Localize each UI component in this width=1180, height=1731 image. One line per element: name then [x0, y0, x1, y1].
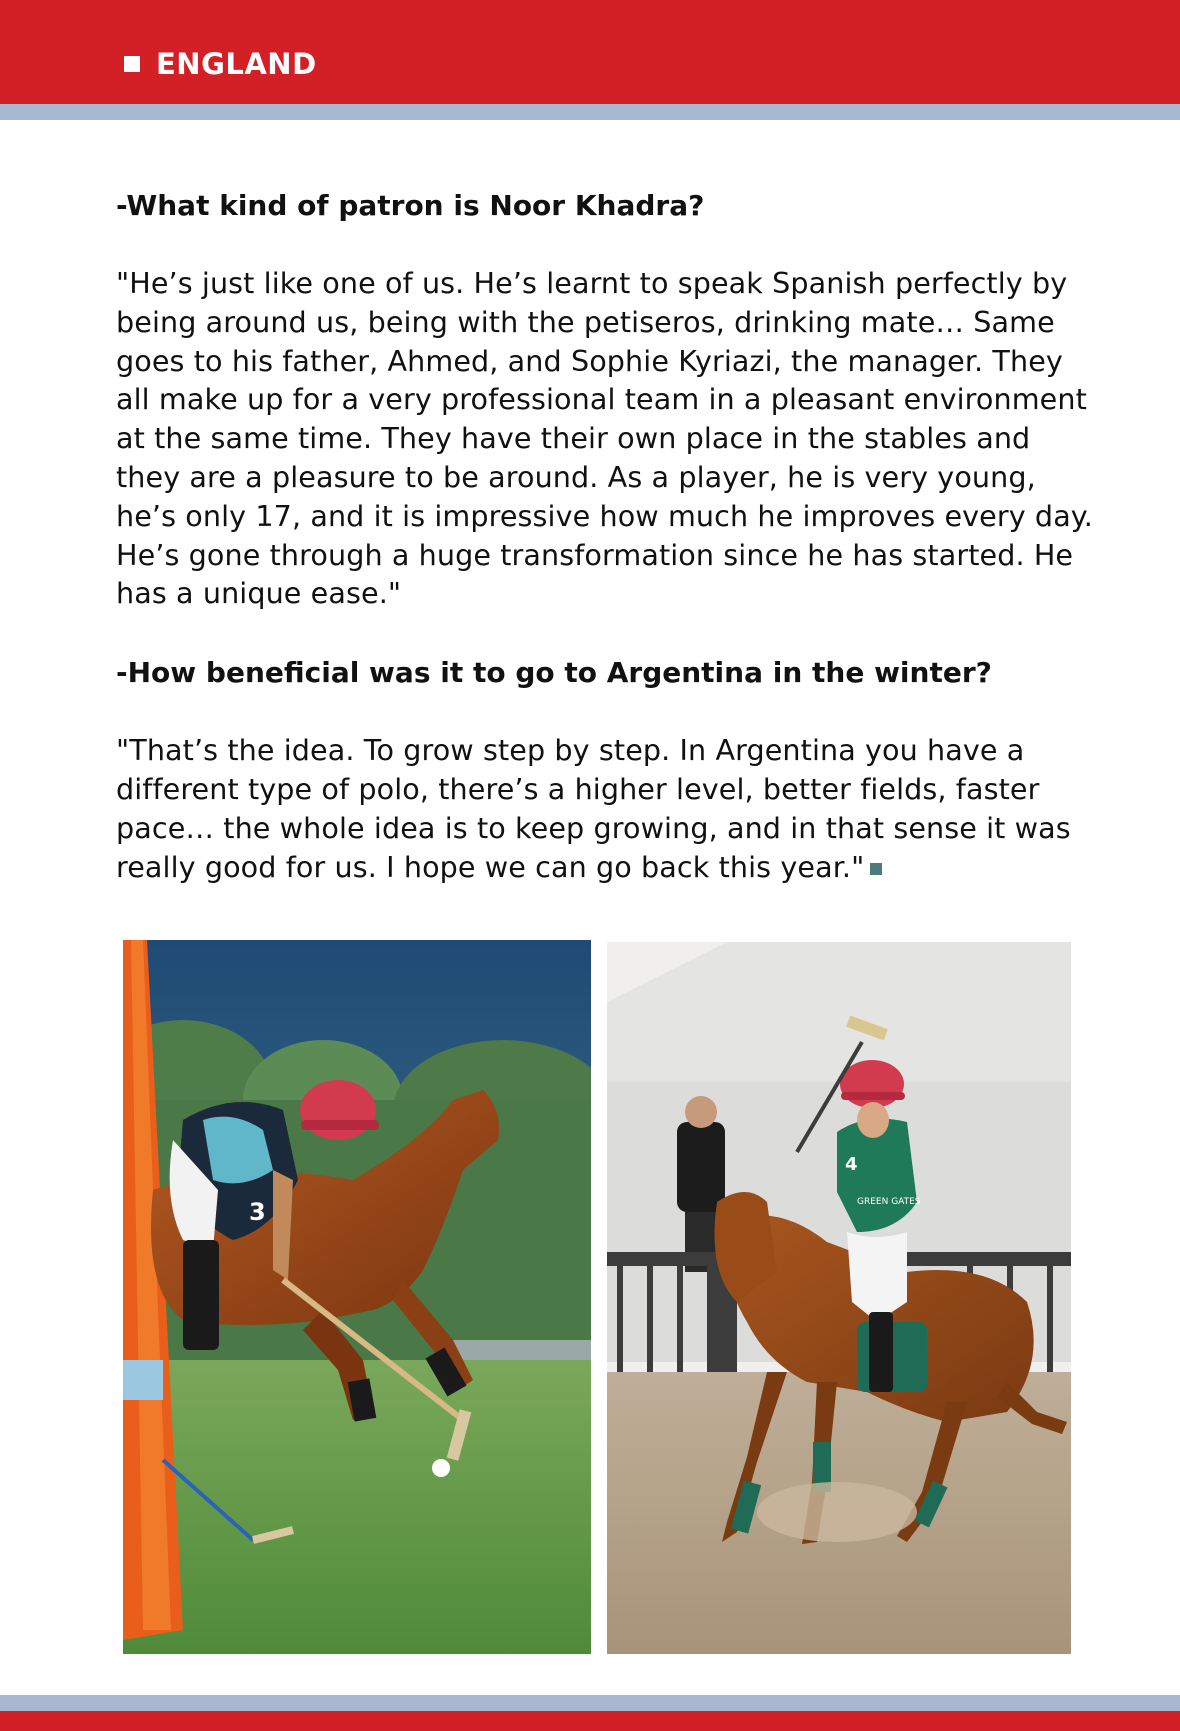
footer-bar — [0, 1711, 1180, 1731]
question-1: -What kind of patron is Noor Khadra? — [116, 189, 705, 222]
section-square-icon — [124, 56, 140, 72]
header-stripe — [0, 104, 1180, 120]
left-jersey-number: 3 — [249, 1198, 266, 1226]
answer-2-text: "That’s the idea. To grow step by step. In Argentina you have a different type of polo, there’s a higher level, better fields, faster pace… the whole idea is to keep growing, and in that sense it was really good for us. I hope we can go back this year." — [116, 733, 1071, 884]
article-body — [116, 186, 1096, 886]
right-jersey-text: GREEN GATES — [857, 1197, 921, 1207]
right-jersey-number: 4 — [845, 1154, 858, 1175]
section-label — [124, 46, 317, 82]
photo-polo-player-field — [123, 940, 591, 1654]
photo-polo-player-arena — [607, 942, 1071, 1654]
end-mark-icon — [870, 863, 882, 875]
section-title: ENGLAND — [156, 47, 317, 81]
answer-1: "He’s just like one of us. He’s learnt to speak Spanish perfectly by being around us, being with the petiseros, drinking mate… Same goes to his father, Ahmed, and Sophie Kyriazi, the manager. They all make up for a very professional team in a pleasant environment at the same time. They have their own place in the stables and they are a pleasure to be around. As a player, he is very young, he’s only 17, and it is impressive how much he improves every day. He’s gone through a huge transformation since he has started. He has a unique ease." — [116, 266, 1093, 611]
answer-2 — [116, 731, 1096, 886]
question-2: -How beneficial was it to go to Argentina in the winter? — [116, 656, 992, 690]
footer-stripe — [0, 1695, 1180, 1711]
